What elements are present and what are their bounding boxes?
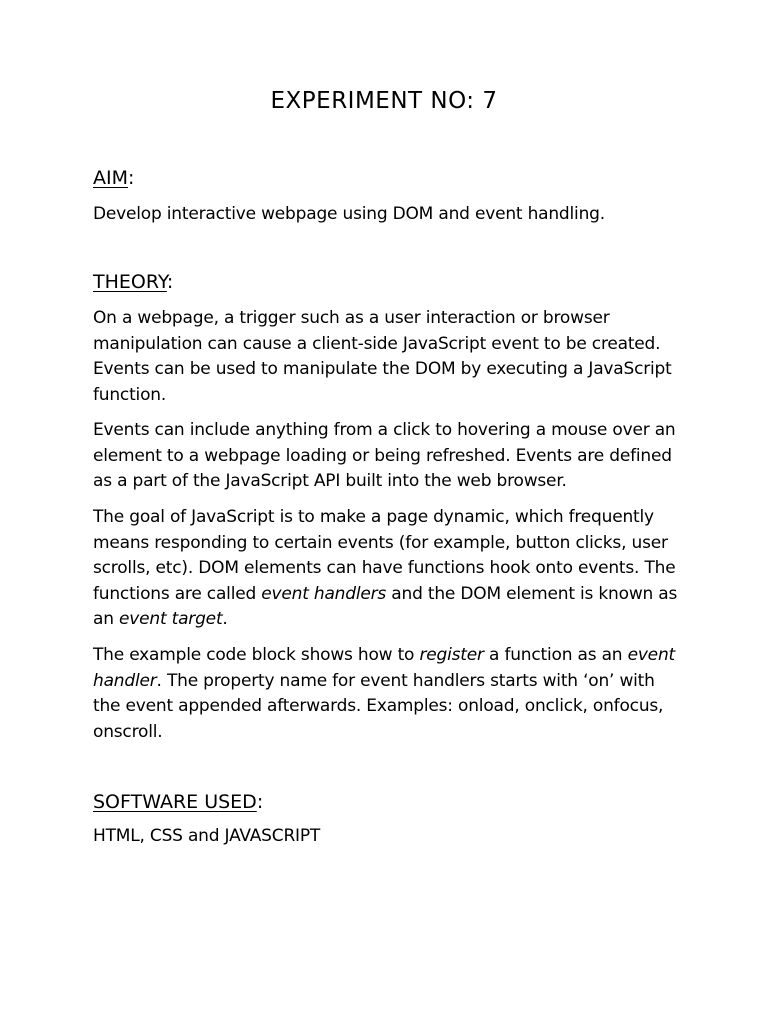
p4-text-2: a function as an (483, 645, 628, 665)
p3-text-3: . (222, 609, 228, 630)
p3-emphasis-event-handlers: event handlers (261, 583, 387, 604)
theory-heading-label: THEORY (93, 271, 167, 293)
theory-paragraph-2: Events can include anything from a click to hovering a mouse over an element to a webpage loading or being refreshed. Events are defined as a part of the JavaScript API built into the web browser. (93, 420, 676, 492)
p4-emphasis-register: register (419, 645, 484, 665)
aim-heading-label: AIM (93, 167, 128, 189)
software-heading-label: SOFTWARE USED (93, 791, 257, 813)
document-title: EXPERIMENT NO: 7 (270, 88, 498, 114)
p3-emphasis-event-target: event target (119, 609, 223, 630)
aim-heading (93, 166, 683, 190)
software-heading-colon: : (256, 791, 264, 813)
theory-heading-colon: : (166, 271, 174, 293)
aim-heading-colon: : (128, 167, 135, 189)
p3-text-2: and the DOM element is known as an (93, 583, 678, 630)
aim-text: Develop interactive webpage using DOM and event handling. (93, 204, 605, 224)
p4-text-1: The example code block shows how to (93, 645, 420, 665)
theory-paragraph-3 (93, 505, 683, 633)
p4-emphasis-event-handler: event handler (93, 645, 675, 691)
theory-heading (93, 270, 683, 294)
p4-text-3: . The property name for event handlers starts with ‘on’ with the event appended afterwards. Examples: onload, onclick, onfocus, onscroll. (93, 670, 664, 742)
software-text: HTML, CSS and JAVASCRIPT (93, 826, 321, 846)
theory-paragraph-4 (93, 643, 683, 745)
theory-paragraph-1: On a webpage, a trigger such as a user interaction or browser manipulation can cause a client-side JavaScript event to be created. Events can be used to manipulate the DOM by executing a JavaScript function. (93, 308, 672, 405)
software-heading (93, 790, 683, 814)
p3-text-1: The goal of JavaScript is to make a page dynamic, which frequently means responding to certain events (for example, button clicks, user scrolls, etc). DOM elements can have functions hook onto events. The functions are called (93, 507, 676, 604)
